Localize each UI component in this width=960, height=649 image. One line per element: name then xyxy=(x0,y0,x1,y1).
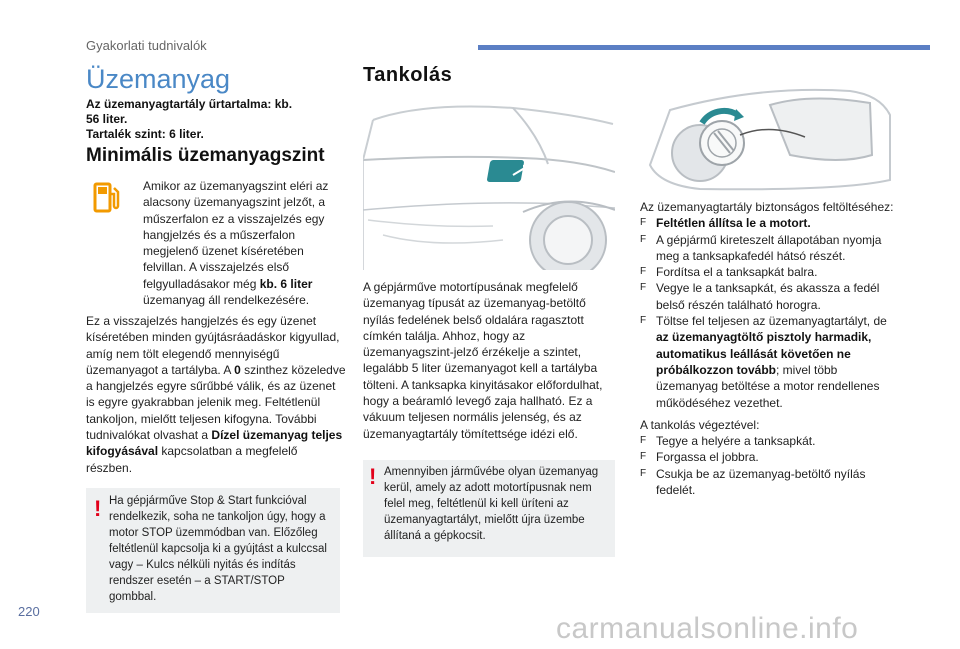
list-item xyxy=(640,449,902,465)
wrong-fuel-warning-box xyxy=(363,460,615,557)
step-text: Fordítsa el a tanksapkát balra. xyxy=(656,265,818,280)
fuel-cap-illustration xyxy=(640,85,892,195)
list-item xyxy=(640,433,902,449)
list-item xyxy=(640,313,902,411)
end-step-text: Forgassa el jobbra. xyxy=(656,450,759,465)
instructions-intro: Az üzemanyagtartály biztonságos feltöltéséhez: xyxy=(640,200,894,214)
end-step-text: Csukja be az üzemanyag-betöltő nyílás fedelét. xyxy=(656,466,866,498)
list-item xyxy=(640,264,902,280)
step-text: A gépjármű kireteszelt állapotában nyomja meg a tanksapkafedél hátsó részét. xyxy=(656,232,882,263)
stop-start-warning-text: Ha gépjárműve Stop & Start funkcióval rendelkezik, soha ne tankoljon úgy, hogy a motor STOP üzemmódban van. Előzőleg feltétlenül kapcsolja ki a gyújtást a kulccsal vagy – Kulcs nélküli nyitás és indítás rendszer esetén – a START/STOP gombbal. xyxy=(109,495,327,603)
intro-bold: kb. 6 liter xyxy=(259,276,313,291)
warning-icon: ! xyxy=(369,464,377,489)
wrong-fuel-warning-text: Amennyiben járművébe olyan üzemanyag kerül, amely az adott motortípusnak nem felel meg, feltétlenül ki kell üríteni az üzemanyagtartályt, mielőtt újra üzembe állítaná a gépkocsit. xyxy=(384,466,599,542)
para-text-1: Ez a visszajelzés hangjelzés és egy üzenet kíséretében minden gyújtásráadáskor kigyullad, amíg nem tölt elegendő mennyiségű üzemanyagot a tartályba. A xyxy=(86,314,340,377)
list-item xyxy=(640,232,902,265)
page-number: 220 xyxy=(18,604,40,619)
step-text: Vegye le a tanksapkát, és akassza a fedél belső részén található horogra. xyxy=(656,281,880,312)
refuel-instructions xyxy=(640,199,902,498)
step-bold: az üzemanyagtöltő pisztoly harmadik, automatikus leállását követően ne próbálkozzon tovább xyxy=(656,330,872,377)
watermark: carmanualsonline.info xyxy=(556,612,859,645)
min-fuel-intro xyxy=(143,178,339,308)
para-bold-1: 0 xyxy=(234,362,241,377)
capacity-line-2: 56 liter. xyxy=(86,112,128,126)
bullet-marker: F xyxy=(640,451,647,463)
section-header: Gyakorlati tudnivalók xyxy=(86,38,207,53)
intro-text: Amikor az üzemanyagszint eléri az alacsony üzemanyagszint jelzőt, a műszerfalon ez a visszajelzés egy hangjelzés és a műszerfalon megjelenő üzenet kíséretében felvillan. A visszajelzés első felgyulladásakor még xyxy=(143,179,329,291)
instruction-list xyxy=(640,215,902,411)
step-text: Töltse fel teljesen az üzemanyagtartályt, de xyxy=(656,314,887,329)
end-intro: A tankolás végeztével: xyxy=(640,417,760,432)
bullet-marker: F xyxy=(640,217,647,229)
refuel-paragraph: A gépjárműve motortípusának megfelelő üzemanyag típusát az üzemanyag-betöltő nyílás fedelének belső oldalára ragasztott címkén találja. Ahhoz, hogy az üzemanyagszint-jelző érzékelje a szintet, legalább 5 liter üzemanyagot kell a tartályba tölteni. A tanksapka kinyitásakor előfordulhat, hogy a beáramló levegő zaja hallható. Ez a vákuum teljesen normális jelenség, és az üzemanyagtartály tömítettsége idézi elő. xyxy=(363,280,603,441)
refuel-heading: Tankolás xyxy=(363,64,453,86)
bullet-marker: F xyxy=(640,282,647,294)
page-title: Üzemanyag xyxy=(86,64,231,94)
min-fuel-heading: Minimális üzemanyagszint xyxy=(86,145,325,166)
step-bold: Feltétlen állítsa le a motort. xyxy=(656,216,811,231)
warning-icon: ! xyxy=(94,496,102,521)
end-step-text: Tegye a helyére a tanksapkát. xyxy=(656,434,816,449)
bullet-marker: F xyxy=(640,467,647,479)
stop-start-warning-box xyxy=(86,488,340,613)
bullet-marker: F xyxy=(640,233,647,245)
list-item xyxy=(640,466,902,499)
car-rear-fuel-flap-illustration xyxy=(363,100,615,270)
capacity-line-1: Az üzemanyagtartály űrtartalma: kb. xyxy=(86,97,293,111)
para-text-3: kapcsolatban a megfelelő részben. xyxy=(86,444,298,475)
para-text-2: szinthez közeledve a hangjelzés egyre sűrűbbé válik, és az üzenet is egyre gyakrabban jelenik meg. Feltétlenül tankoljon, mielőtt teljesen kifogyna. További tudnivalókat olvashat a xyxy=(86,362,346,443)
list-item xyxy=(640,280,902,313)
header-bar xyxy=(478,45,930,50)
list-item xyxy=(640,215,902,231)
end-list xyxy=(640,433,902,498)
capacity-info xyxy=(86,97,336,142)
bullet-marker: F xyxy=(640,435,647,447)
bullet-marker: F xyxy=(640,315,647,327)
para-bold-2: Dízel üzemanyag teljes kifogyásával xyxy=(86,428,343,459)
bullet-marker: F xyxy=(640,266,647,278)
step-text-after: ; mivel több üzemanyag betöltése a motor rendellenes működéséhez vezethet. xyxy=(656,362,880,410)
capacity-line-3: Tartalék szint: 6 liter. xyxy=(86,127,204,141)
intro-text-after: üzemanyag áll rendelkezésére. xyxy=(143,293,310,308)
min-fuel-paragraph xyxy=(86,313,346,476)
fuel-pump-icon xyxy=(88,180,124,216)
